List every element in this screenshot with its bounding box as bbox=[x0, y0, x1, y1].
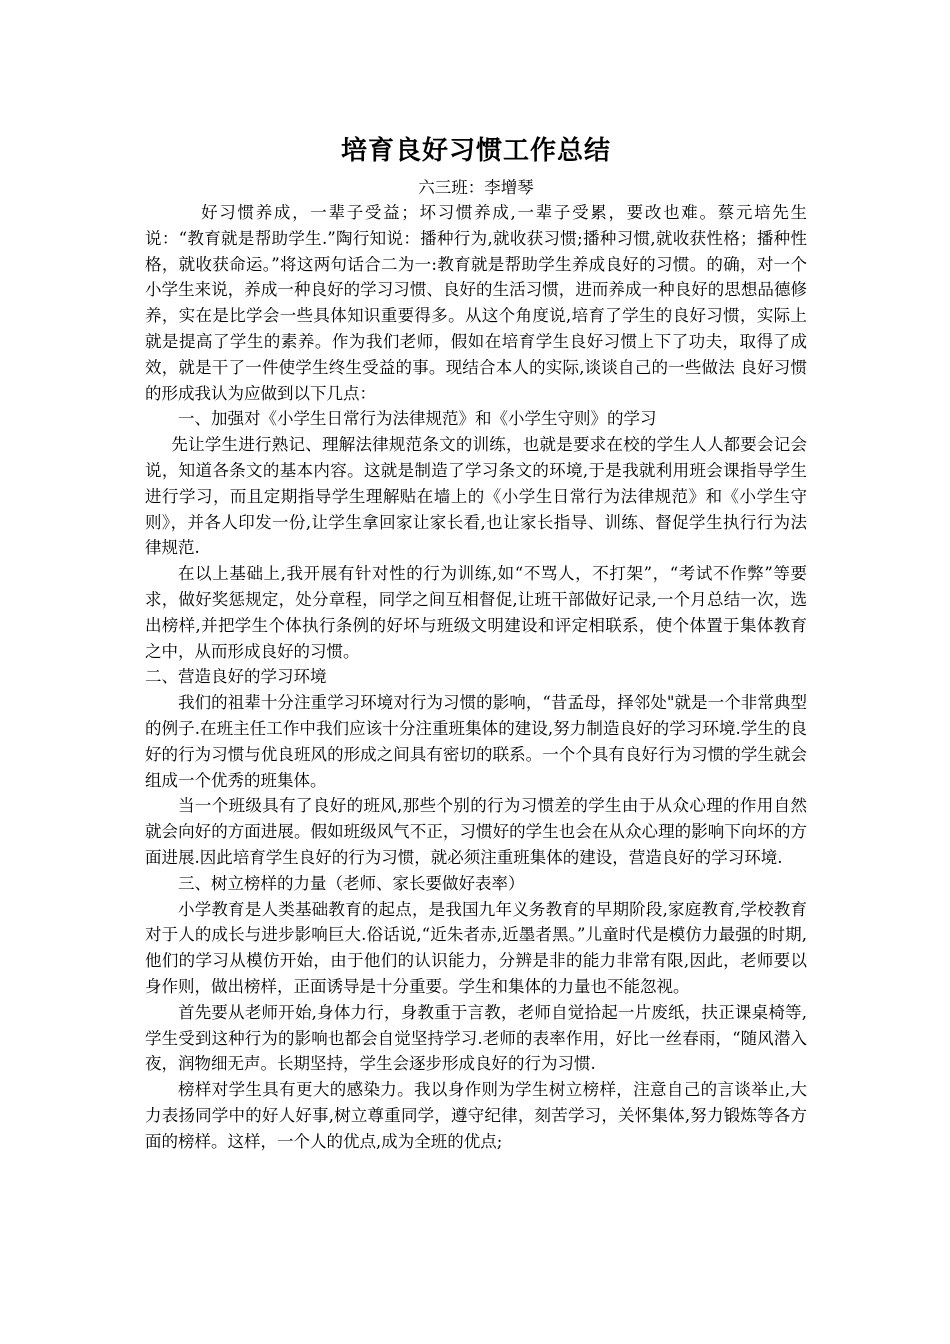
paragraph: 我们的祖辈十分注重学习环境对行为习惯的影响，“昔孟母，择邻处"就是一个非常典型的例子.在班主任工作中我们应该十分注重班集体的建设,努力制造良好的学习环境.学生的良好的行为习惯与优良班风的形成之间具有密切的联系。一个个具有良好行为习惯的学生就会组成一个优秀的班集体。 bbox=[145, 693, 807, 790]
document-title: 培育良好习惯工作总结 bbox=[340, 136, 611, 166]
document-page bbox=[145, 130, 807, 1154]
paragraph: 榜样对学生具有更大的感染力。我以身作则为学生树立榜样，注意自己的言谈举止,大力表扬同学中的好人好事,树立尊重同学，遵守纪律，刻苦学习，关怀集体,努力锻炼等各方面的榜样。这样，一个人的优点,成为全班的优点; bbox=[145, 1080, 807, 1151]
section-heading-2: 二、营造良好的学习环境 bbox=[145, 667, 327, 687]
paragraph-intro: 好习惯养成，一辈子受益；坏习惯养成,一辈子受累，要改也难。蔡元培先生说：“教育就是帮助学生.”陶行知说：播种行为,就收获习惯;播种习惯,就收获性格；播种性格，就收获命运。”将这两句话合二为一:教育就是帮助学生养成良好的习惯。的确，对一个小学生来说，养成一种良好的学习习惯、良好的生活习惯，进而养成一种良好的思想品德修养，实在是比学会一些具体知识重要得多。从这个角度说,培育了学生的良好习惯，实际上就是提高了学生的素养。作为我们老师，假如在培育学生良好习惯上下了功夫，取得了成效，就是干了一件使学生终生受益的事。现结合本人的实际,谈谈自己的一些做法 良好习惯的形成我认为应做到以下几点： bbox=[145, 203, 807, 403]
paragraph: 小学教育是人类基础教育的起点，是我国九年义务教育的早期阶段,家庭教育,学校教育对于人的成长与进步影响巨大.俗话说,“近朱者赤,近墨者黑。”儿童时代是模仿力最强的时期,他们的学习从模仿开始，由于他们的认识能力，分辨是非的能力非常有限,因此，老师要以身作则，做出榜样，正面诱导是十分重要。学生和集体的力量也不能忽视。 bbox=[145, 899, 807, 996]
document-author: 六三班：李增琴 bbox=[418, 178, 534, 197]
section-heading-3: 三、树立榜样的力量（老师、家长要做好表率） bbox=[178, 873, 525, 893]
paragraph: 当一个班级具有了良好的班风,那些个别的行为习惯差的学生由于从众心理的作用自然就会向好的方面进展。假如班级风气不正，习惯好的学生也会在从众心理的影响下向坏的方面进展.因此培育学生良好的行为习惯，就必须注重班集体的建设，营造良好的学习环境. bbox=[145, 796, 807, 867]
section-heading-1: 一、加强对《小学生日常行为法律规范》和《小学生守则》的学习 bbox=[178, 409, 657, 429]
paragraph: 在以上基础上,我开展有针对性的行为训练,如“不骂人，不打架”，“考试不作弊”等要求，做好奖惩规定，处分章程，同学之间互相督促,让班干部做好记录,一个月总结一次，选出榜样,并把学生个体执行条例的好坏与班级文明建设和评定相联系，使个体置于集体教育之中，从而形成良好的习惯。 bbox=[145, 564, 807, 661]
paragraph: 先让学生进行熟记、理解法律规范条文的训练，也就是要求在校的学生人人都要会记会说，知道各条文的基本内容。这就是制造了学习条文的环境,于是我就利用班会课指导学生进行学习，而且定期指导学生理解贴在墙上的《小学生日常行为法律规范》和《小学生守则》，并各人印发一份,让学生拿回家让家长看,也让家长指导、训练、督促学生执行行为法律规范. bbox=[145, 435, 807, 558]
paragraph: 首先要从老师开始,身体力行，身教重于言教，老师自觉拾起一片废纸，扶正课桌椅等,学生受到这种行为的影响也都会自觉坚持学习.老师的表率作用，好比一丝春雨，“随风潜入夜，润物细无声。长期坚持，学生会逐步形成良好的行为习惯. bbox=[145, 1002, 807, 1074]
